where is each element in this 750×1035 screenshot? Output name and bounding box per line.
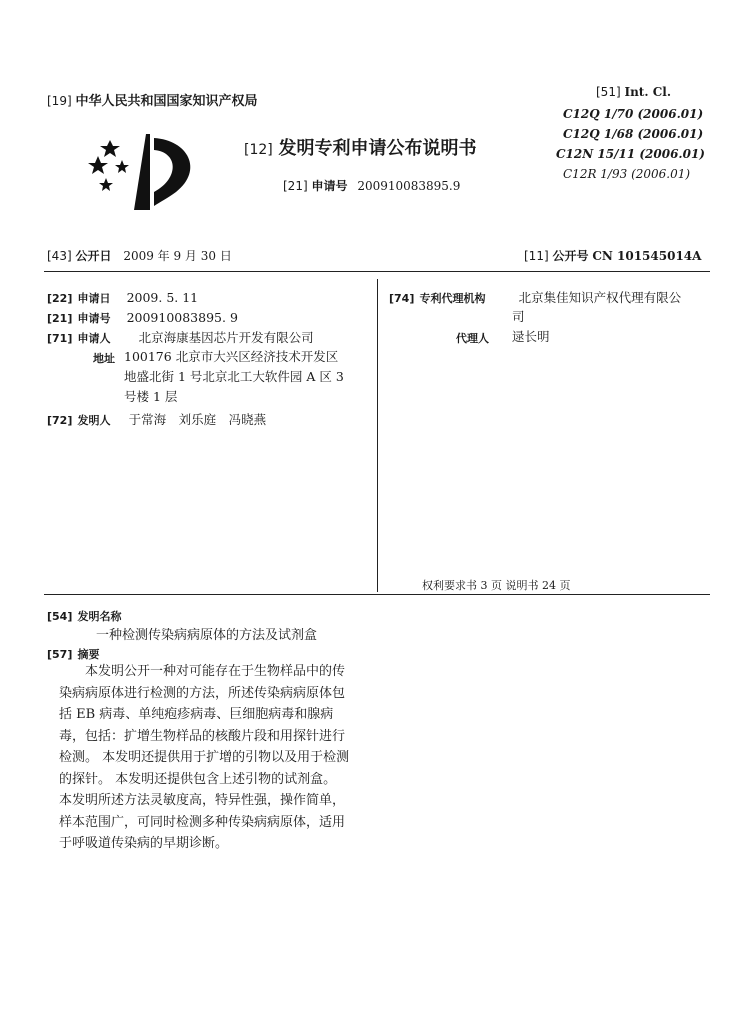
agency-value-1: 北京集佳知识产权代理有限公 [518, 290, 682, 305]
page-count: 权利要求书 3 页 说明书 24 页 [422, 579, 571, 592]
middle-divider [44, 594, 710, 595]
authority-name: 中华人民共和国国家知识产权局 [75, 94, 258, 109]
abstract-line: 样本范围广，可同时检测多种传染病病原体，适用 [59, 814, 346, 830]
abstract-line: 于呼吸道传染病的早期诊断。 [59, 836, 229, 851]
column-divider [377, 279, 378, 592]
agent-value: 逯长明 [512, 329, 550, 344]
agency-value-2: 司 [512, 309, 525, 324]
application-no-row [47, 307, 238, 326]
authority-code: [19] [47, 94, 72, 108]
appno-label: 申请号 [77, 312, 111, 325]
pub-date-label: 公开日 [75, 249, 112, 263]
pub-no-line [524, 247, 701, 264]
applicant-row [47, 327, 314, 346]
title-heading [47, 605, 121, 624]
address-label: 地址 [93, 352, 115, 365]
abstract-line: 检测。 本发明还提供用于扩增的引物以及用于检测 [59, 750, 350, 765]
filing-label: 申请日 [77, 292, 111, 305]
doc-type-title: 发明专利申请公布说明书 [278, 138, 477, 159]
ipc-label: Int. Cl. [624, 85, 671, 99]
invention-title: 一种检测传染病病原体的方法及试剂盒 [96, 628, 318, 643]
appno-value: 200910083895. 9 [126, 310, 238, 325]
ipc-entry: C12R 1/93 (2006.01) [563, 167, 691, 181]
ipc-heading [596, 85, 671, 99]
inventor-label: 发明人 [77, 414, 111, 427]
pub-no-code: [11] [524, 249, 549, 263]
title-code: [54] [47, 610, 73, 623]
abstract-line: 染病病原体进行检测的方法，所述传染病病原体包 [59, 685, 346, 701]
filing-code: [22] [47, 292, 73, 305]
appno-code: [21] [47, 312, 73, 325]
abstract-line: 本发明所述方法灵敏度高，特异性强，操作简单， [59, 793, 346, 808]
abstract-heading [47, 643, 99, 662]
address-line-2: 地盛北街 1 号北京北工大软件园 A 区 3 [124, 369, 344, 384]
abstract-line: 本发明公开一种对可能存在于生物样品中的传 [85, 664, 346, 679]
app-no-label: 申请号 [311, 179, 348, 193]
ipc-entry: C12N 15/11 (2006.01) [556, 147, 705, 161]
abstract-line: 的探针。 本发明还提供包含上述引物的试剂盒。 [59, 771, 337, 787]
abstract-line: 毒，包括：扩增生物样品的核酸片段和用探针进行 [59, 728, 346, 744]
app-no-code: [21] [283, 179, 308, 193]
ipc-entry: C12Q 1/68 (2006.01) [563, 127, 704, 141]
filing-date-row [47, 287, 198, 306]
abstract-body [59, 661, 349, 855]
doc-type-line [244, 134, 476, 160]
abstract-label: 摘要 [77, 648, 100, 661]
pub-no-value: CN 101545014A [592, 249, 702, 263]
agency-code: [74] [389, 292, 415, 305]
doc-type-code: [12] [244, 142, 273, 158]
title-label: 发明名称 [77, 610, 122, 623]
top-divider [44, 271, 710, 272]
ipc-entry: C12Q 1/70 (2006.01) [563, 107, 704, 121]
authority-line [47, 90, 257, 109]
filing-value: 2009. 5. 11 [126, 290, 199, 305]
pub-date-line [47, 247, 232, 264]
pub-date-code: [43] [47, 249, 72, 263]
agency-row [389, 287, 681, 306]
inventor-row [47, 409, 266, 428]
pub-no-label: 公开号 [552, 249, 589, 263]
cnipa-emblem-logo [88, 130, 204, 216]
abstract-code: [57] [47, 648, 73, 661]
app-no-line [283, 177, 460, 194]
address-line-3: 号楼 1 层 [124, 389, 178, 404]
app-no-value: 200910083895.9 [357, 179, 461, 193]
abstract-line: 括 EB 病毒、单纯疱疹病毒、巨细胞病毒和腺病 [59, 707, 334, 722]
address-line-1: 100176 北京市大兴区经济技术开发区 [124, 349, 339, 364]
inventor-value: 于常海 刘乐庭 冯晓燕 [128, 412, 267, 427]
agent-label: 代理人 [456, 332, 489, 345]
ipc-code: [51] [596, 85, 621, 99]
applicant-label: 申请人 [77, 332, 111, 345]
inventor-code: [72] [47, 414, 73, 427]
applicant-value: 北京海康基因芯片开发有限公司 [138, 330, 314, 345]
applicant-code: [71] [47, 332, 73, 345]
agency-label: 专利代理机构 [419, 292, 486, 305]
pub-date-value: 2009 年 9 月 30 日 [123, 249, 232, 263]
